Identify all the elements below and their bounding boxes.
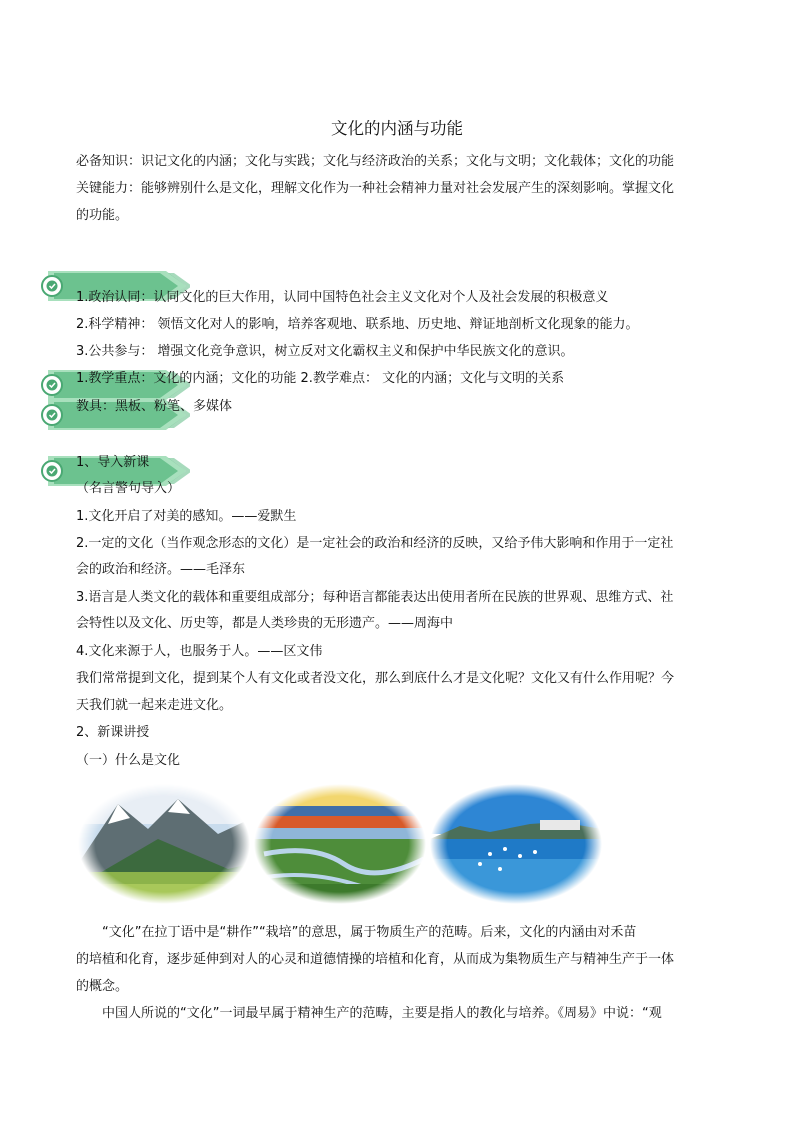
key-points-line: 1.教学重点：文化的内涵；文化的功能 2.教学难点： 文化的内涵；文化与文明的关系 [76, 371, 565, 386]
process-line: 会的政治和经济。——毛泽东 [76, 562, 246, 577]
process-line: 2、新课讲授 [76, 725, 150, 740]
process-line: 天我们就一起来走进文化。 [76, 698, 233, 713]
lake-image [430, 784, 602, 904]
body-line: 中国人所说的“文化”一词最早属于精神生产的范畴，主要是指人的教化与培养。《周易》中说：“观 [102, 1006, 662, 1021]
check-circle-icon [42, 375, 62, 395]
page-title: 文化的内涵与功能 [331, 119, 463, 138]
process-line: 1、导入新课 [76, 455, 150, 470]
check-circle-icon [42, 276, 62, 296]
goal-line: 1.政治认同：认同文化的巨大作用，认同中国特色社会主义文化对个人及社会发展的积极意义 [76, 290, 609, 305]
intro-line: 关键能力：能够辨别什么是文化，理解文化作为一种社会精神力量对社会发展产生的深刻影响。掌握文化 [76, 181, 675, 196]
process-line: 1.文化开启了对美的感知。——爱默生 [76, 509, 297, 524]
goal-line: 2.科学精神： 领悟文化对人的影响，培养客观地、联系地、历史地、辩证地剖析文化现象的能力。 [76, 317, 639, 332]
mountain-image [78, 784, 250, 904]
body-line: 的概念。 [76, 979, 129, 994]
body-line: “文化”在拉丁语中是“耕作”“栽培”的意思，属于物质生产的范畴。后来，文化的内涵由对禾苗 [102, 925, 637, 940]
intro-line: 的功能。 [76, 208, 129, 223]
check-circle-icon [42, 405, 62, 425]
process-line: 3.语言是人类文化的载体和重要组成部分；每种语言都能表达出使用者所在民族的世界观、思维方式、社 [76, 590, 674, 605]
landscape-images [78, 784, 638, 904]
process-line: 4.文化来源于人，也服务于人。——区文伟 [76, 644, 323, 659]
process-line: 2.一定的文化（当作观念形态的文化）是一定社会的政治和经济的反映，又给予伟大影响和作用于一定社 [76, 536, 674, 551]
process-line: （一）什么是文化 [76, 753, 181, 768]
tools-line: 教具：黑板、粉笔、多媒体 [76, 399, 233, 414]
check-circle-icon [42, 461, 62, 481]
grassland-image [254, 784, 426, 904]
goal-line: 3.公共参与： 增强文化竞争意识，树立反对文化霸权主义和保护中华民族文化的意识。 [76, 344, 574, 359]
process-line: 我们常常提到文化，提到某个人有文化或者没文化，那么到底什么才是文化呢？文化又有什么作用呢？今 [76, 671, 675, 686]
body-line: 的培植和化育，逐步延伸到对人的心灵和道德情操的培植和化育，从而成为集物质生产与精神生产于一体 [76, 952, 675, 967]
process-line: （名言警句导入） [76, 481, 181, 496]
intro-line: 必备知识：识记文化的内涵；文化与实践；文化与经济政治的关系；文化与文明；文化载体；文化的功能 [76, 154, 675, 169]
process-line: 会特性以及文化、历史等，都是人类珍贵的无形遗产。——周海中 [76, 616, 454, 631]
